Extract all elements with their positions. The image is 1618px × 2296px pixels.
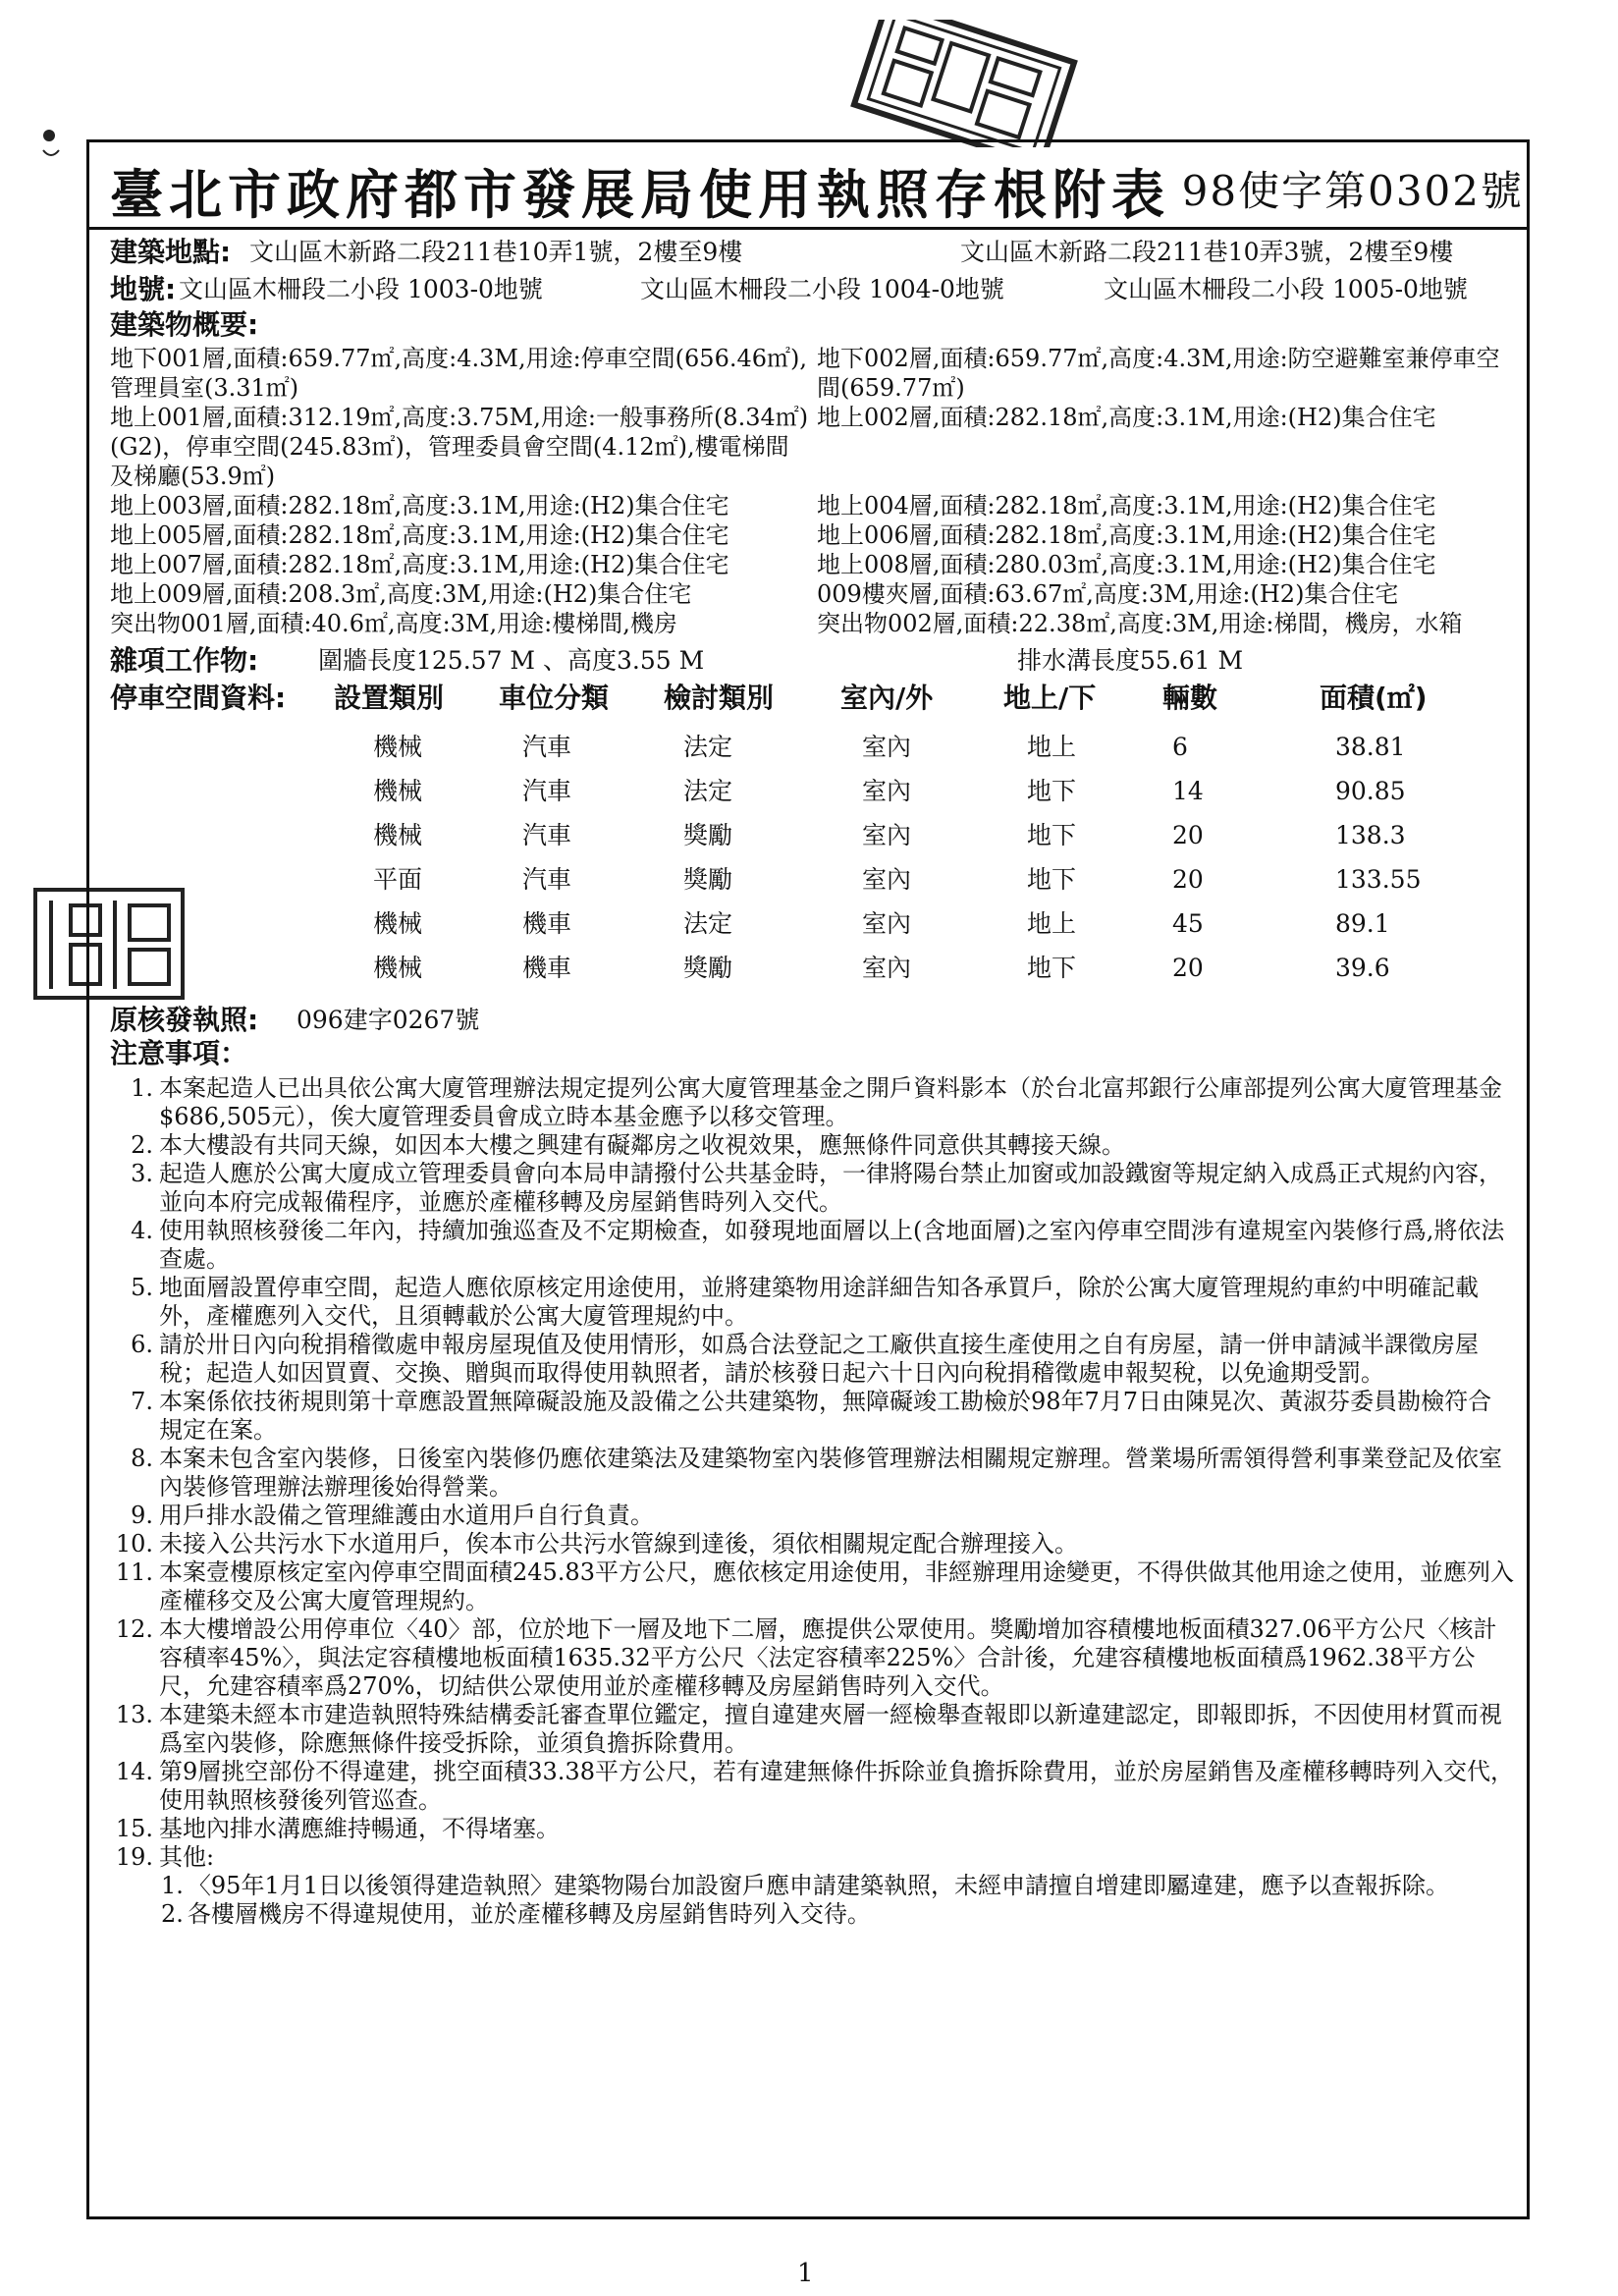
- parking-cell: 室內: [862, 865, 912, 894]
- floor-item: 突出物001層,面積:40.6㎡,高度:3M,用途:樓梯間,機房: [110, 610, 677, 637]
- note-text: 第9層挑空部份不得違建，挑空面積33.38平方公尺，若有違建無條件拆除並負擔拆除費用，並於房屋銷售及產權移轉時列入交代，使用執照核發後列管巡查。: [159, 1758, 1514, 1814]
- note-number: 15.: [115, 1815, 153, 1842]
- parking-cell: 室內: [862, 733, 912, 761]
- parking-row: [110, 859, 1524, 903]
- floor-item: 地上009層,面積:208.3㎡,高度:3M,用途:(H2)集合住宅: [110, 580, 692, 608]
- building-address-1: 文山區木新路二段211巷10弄1號，2樓至9樓: [249, 238, 743, 266]
- parking-cell: 機車: [522, 909, 572, 938]
- parking-data-label: 停車空間資料:: [110, 682, 287, 714]
- parking-cell: 機車: [522, 954, 572, 982]
- note-number: 14.: [115, 1758, 153, 1785]
- drain-spec: 排水溝長度55.61 M: [1017, 646, 1244, 675]
- parking-cell: 機械: [373, 777, 423, 805]
- lot-number-3: 文山區木柵段二小段 1005-0地號: [1104, 275, 1468, 303]
- other-note-item: [110, 1900, 1524, 1929]
- floor-item: 地上001層,面積:312.19㎡,高度:3.75M,用途:一般事務所(8.34㎡)(G2)，停車空間(245.83㎡)，管理委員會空間(4.12㎡),樓電梯間及梯廳(53.9㎡): [110, 404, 809, 490]
- parking-cell: 室內: [862, 954, 912, 982]
- parking-cell: 89.1: [1335, 909, 1390, 938]
- title-bar: [86, 139, 1530, 230]
- original-permit-label: 原核發執照:: [110, 1004, 259, 1036]
- parking-cell: 地下: [1027, 865, 1077, 894]
- parking-cell: 室內: [862, 777, 912, 805]
- note-item: [110, 1530, 1524, 1558]
- parking-cell: 汽車: [522, 865, 572, 894]
- parking-cell: 90.85: [1335, 777, 1406, 805]
- parking-cell: 38.81: [1335, 733, 1406, 761]
- floor-item: 地上006層,面積:282.18㎡,高度:3.1M,用途:(H2)集合住宅: [817, 521, 1436, 549]
- note-item: [110, 1701, 1524, 1758]
- floor-item: 地上005層,面積:282.18㎡,高度:3.1M,用途:(H2)集合住宅: [110, 521, 729, 549]
- overview-heading-row: [110, 310, 1524, 342]
- note-number: 11.: [115, 1558, 153, 1586]
- parking-cell: 汽車: [522, 821, 572, 849]
- other-note-number: 2.: [161, 1900, 184, 1928]
- permit-number: 98使字第0302號: [1181, 167, 1524, 215]
- note-item: [110, 1758, 1524, 1815]
- floor-item: 地上004層,面積:282.18㎡,高度:3.1M,用途:(H2)集合住宅: [817, 492, 1436, 519]
- notes-label: 注意事項：: [110, 1037, 248, 1069]
- parking-cell: 39.6: [1335, 954, 1390, 982]
- note-item: [110, 1445, 1524, 1502]
- lot-number-label: 地號:: [110, 273, 177, 305]
- parking-cell: 室內: [862, 909, 912, 938]
- note-text: 本大樓設有共同天線，如因本大樓之興建有礙鄰房之收視效果，應無條件同意供其轉接天線。: [159, 1131, 1125, 1159]
- floor-list: [110, 344, 1524, 638]
- parking-cell: 平面: [373, 865, 423, 894]
- parking-table-body: [110, 727, 1524, 992]
- parking-col-header: 地上/下: [1003, 682, 1097, 714]
- note-number: 8.: [131, 1445, 153, 1472]
- original-permit-row: [110, 1006, 1524, 1037]
- note-text: 本案壹樓原核定室內停車空間面積245.83平方公尺，應依核定用途使用，非經辦理用途變更，不得供做其他用途之使用，並應列入產權移交及公寓大廈管理規約。: [159, 1558, 1514, 1614]
- lot-number-row: [110, 275, 1524, 306]
- building-location-row: [110, 238, 1524, 269]
- parking-row: [110, 903, 1524, 948]
- parking-cell: 6: [1172, 733, 1188, 761]
- note-number: 7.: [131, 1388, 153, 1415]
- note-number: 6.: [131, 1331, 153, 1358]
- parking-cell: 地上: [1027, 909, 1077, 938]
- note-number: 10.: [115, 1530, 153, 1558]
- parking-cell: 機械: [373, 821, 423, 849]
- parking-row: [110, 815, 1524, 859]
- parking-cell: 20: [1172, 865, 1204, 894]
- parking-cell: 汽車: [522, 777, 572, 805]
- floor-item: 009樓夾層,面積:63.67㎡,高度:3M,用途:(H2)集合住宅: [817, 580, 1399, 608]
- other-notes-list: [110, 1872, 1524, 1929]
- parking-cell: 機械: [373, 954, 423, 982]
- document-body: [110, 238, 1524, 1929]
- parking-cell: 45: [1172, 909, 1204, 938]
- parking-row: [110, 948, 1524, 992]
- note-number: 4.: [131, 1217, 153, 1244]
- note-number: 12.: [115, 1615, 153, 1643]
- parking-cell: 機械: [373, 909, 423, 938]
- note-text: 本大樓增設公用停車位〈40〉部，位於地下一層及地下二層，應提供公眾使用。獎勵增加容積樓地板面積327.06平方公尺〈核計容積率45%〉，與法定容積樓地板面積1635.32平方公尺〈法定容積率225%〉合計後，允建容積樓地板面積爲1962.38平方公尺，允建容積率爲270%，切結供公眾使用並於產權移轉及房屋銷售時列入交代。: [159, 1615, 1497, 1700]
- building-location-label: 建築地點:: [110, 236, 232, 268]
- floor-item: 地上007層,面積:282.18㎡,高度:3.1M,用途:(H2)集合住宅: [110, 551, 729, 578]
- parking-cell: 獎勵: [683, 954, 733, 982]
- parking-col-header: 設置類別: [334, 682, 445, 714]
- note-text: 本案係依技術規則第十章應設置無障礙設施及設備之公共建築物，無障礙竣工勘檢於98年7月7日由陳晃次、黃淑芬委員勘檢符合規定在案。: [159, 1388, 1492, 1444]
- page-number: 1: [797, 2259, 814, 2288]
- parking-col-header: 檢討類別: [664, 682, 775, 714]
- parking-cell: 機械: [373, 733, 423, 761]
- notes-heading-row: [110, 1039, 1524, 1070]
- parking-col-header: 車位分類: [499, 682, 610, 714]
- note-item: [110, 1815, 1524, 1843]
- parking-col-header: 輛數: [1162, 682, 1218, 714]
- parking-row: [110, 771, 1524, 815]
- parking-cell: 獎勵: [683, 821, 733, 849]
- floor-item: 地下001層,面積:659.77㎡,高度:4.3M,用途:停車空間(656.46㎡),管理員室(3.31㎡): [110, 345, 808, 402]
- note-text: 使用執照核發後二年內，持續加強巡查及不定期檢查，如發現地面層以上(含地面層)之室內停車空間涉有違規室內裝修行爲,將依法查處。: [159, 1217, 1505, 1273]
- document-title: 臺北市政府都市發展局使用執照存根附表: [110, 163, 1170, 226]
- building-overview-label: 建築物概要:: [110, 308, 259, 341]
- original-permit-number: 096建字0267號: [297, 1006, 480, 1034]
- lot-number-1: 文山區木柵段二小段 1003-0地號: [179, 275, 543, 303]
- parking-cell: 地下: [1027, 821, 1077, 849]
- note-text: 請於卅日內向稅捐稽徵處申報房屋現值及使用情形，如爲合法登記之工廠供直接生產使用之自有房屋，請一併申請減半課徵房屋稅；起造人如因買賣、交換、贈與而取得使用執照者，請於核發日起六十日內向稅捐稽徵處申報契稅，以免逾期受罰。: [159, 1331, 1479, 1387]
- note-item: [110, 1217, 1524, 1274]
- note-text: 本建築未經本市建造執照特殊結構委託審查單位鑑定，擅自違建夾層一經檢舉查報即以新違建認定，即報即拆，不因使用材質而視爲室內裝修，除應無條件接受拆除，並須負擔拆除費用。: [159, 1701, 1502, 1757]
- parking-cell: 室內: [862, 821, 912, 849]
- note-text: 本案未包含室內裝修，日後室內裝修仍應依建築法及建築物室內裝修管理辦法相關規定辦理。營業場所需領得營利事業登記及依室內裝修管理辦法辦理後始得營業。: [159, 1445, 1502, 1501]
- other-note-text: 〈95年1月1日以後領得建造執照〉建築物陽台加設窗戶應申請建築執照，未經申請擅自增建即屬違建，應予以查報拆除。: [187, 1872, 1449, 1899]
- parking-header-row: [110, 683, 1524, 727]
- misc-works-row: [110, 646, 1524, 678]
- floor-item: 地上003層,面積:282.18㎡,高度:3.1M,用途:(H2)集合住宅: [110, 492, 729, 519]
- official-seal-stamp: [846, 20, 1082, 147]
- note-item: [110, 1131, 1524, 1160]
- parking-row: [110, 727, 1524, 771]
- note-item: [110, 1074, 1524, 1131]
- parking-cell: 14: [1172, 777, 1204, 805]
- parking-cell: 20: [1172, 821, 1204, 849]
- note-item: [110, 1558, 1524, 1615]
- note-number: 2.: [131, 1131, 153, 1159]
- parking-cell: 133.55: [1335, 865, 1422, 894]
- binding-hole-mark: [39, 116, 69, 175]
- note-item: [110, 1615, 1524, 1701]
- note-number: 3.: [131, 1160, 153, 1187]
- note-item: [110, 1331, 1524, 1388]
- parking-cell: 法定: [683, 777, 733, 805]
- note-text: 用戶排水設備之管理維護由水道用戶自行負責。: [159, 1502, 654, 1529]
- note-item: [110, 1843, 1524, 1872]
- floor-item: 地上008層,面積:280.03㎡,高度:3.1M,用途:(H2)集合住宅: [817, 551, 1436, 578]
- floor-item: 地下002層,面積:659.77㎡,高度:4.3M,用途:防空避難室兼停車空間(659.77㎡): [817, 345, 1500, 402]
- note-text: 起造人應於公寓大廈成立管理委員會向本局申請撥付公共基金時，一律將陽台禁止加窗或加設鐵窗等規定納入成爲正式規約內容，並向本府完成報備程序，並應於產權移轉及房屋銷售時列入交代。: [159, 1160, 1502, 1216]
- note-number: 9.: [131, 1502, 153, 1529]
- parking-cell: 地上: [1027, 733, 1077, 761]
- note-item: [110, 1160, 1524, 1217]
- note-text: 未接入公共污水下水道用戶，俟本市公共污水管線到達後，須依相關規定配合辦理接入。: [159, 1530, 1078, 1558]
- note-number: 5.: [131, 1274, 153, 1301]
- note-text: 基地內排水溝應維持暢通，不得堵塞。: [159, 1815, 560, 1842]
- floor-item: 突出物002層,面積:22.38㎡,高度:3M,用途:梯間，機房，水箱: [817, 610, 1463, 637]
- note-item: [110, 1502, 1524, 1530]
- parking-cell: 20: [1172, 954, 1204, 982]
- other-note-text: 各樓層機房不得違規使用，並於產權移轉及房屋銷售時列入交待。: [187, 1900, 871, 1928]
- parking-col-header: 面積(㎡): [1320, 682, 1428, 714]
- parking-col-header: 室內/外: [840, 682, 934, 714]
- floor-item: 地上002層,面積:282.18㎡,高度:3.1M,用途:(H2)集合住宅: [817, 404, 1436, 431]
- wall-spec: 圍牆長度125.57 M 、高度3.55 M: [318, 646, 705, 675]
- note-number: 19.: [115, 1843, 153, 1871]
- note-text: 地面層設置停車空間，起造人應依原核定用途使用，並將建築物用途詳細告知各承買戶，除於公寓大廈管理規約車約中明確記載外，產權應列入交代，且須轉載於公寓大廈管理規約中。: [159, 1274, 1479, 1330]
- note-number: 13.: [115, 1701, 153, 1728]
- note-number: 1.: [131, 1074, 153, 1102]
- parking-cell: 汽車: [522, 733, 572, 761]
- parking-cell: 法定: [683, 733, 733, 761]
- lot-number-2: 文山區木柵段二小段 1004-0地號: [640, 275, 1004, 303]
- parking-cell: 獎勵: [683, 865, 733, 894]
- note-item: [110, 1274, 1524, 1331]
- parking-cell: 法定: [683, 909, 733, 938]
- note-text: 其他:: [159, 1843, 215, 1871]
- parking-cell: 地下: [1027, 777, 1077, 805]
- other-note-number: 1.: [161, 1872, 184, 1899]
- other-note-item: [110, 1872, 1524, 1900]
- note-text: 本案起造人已出具依公寓大廈管理辦法規定提列公寓大廈管理基金之開戶資料影本（於台北富邦銀行公庫部提列公寓大廈管理基金$686,505元），俟大廈管理委員會成立時本基金應予以移交管理。: [159, 1074, 1502, 1130]
- building-address-2: 文山區木新路二段211巷10弄3號，2樓至9樓: [960, 238, 1454, 266]
- parking-cell: 138.3: [1335, 821, 1406, 849]
- notes-list: [110, 1074, 1524, 1872]
- parking-cell: 地下: [1027, 954, 1077, 982]
- note-item: [110, 1388, 1524, 1445]
- misc-works-label: 雜項工作物:: [110, 644, 259, 677]
